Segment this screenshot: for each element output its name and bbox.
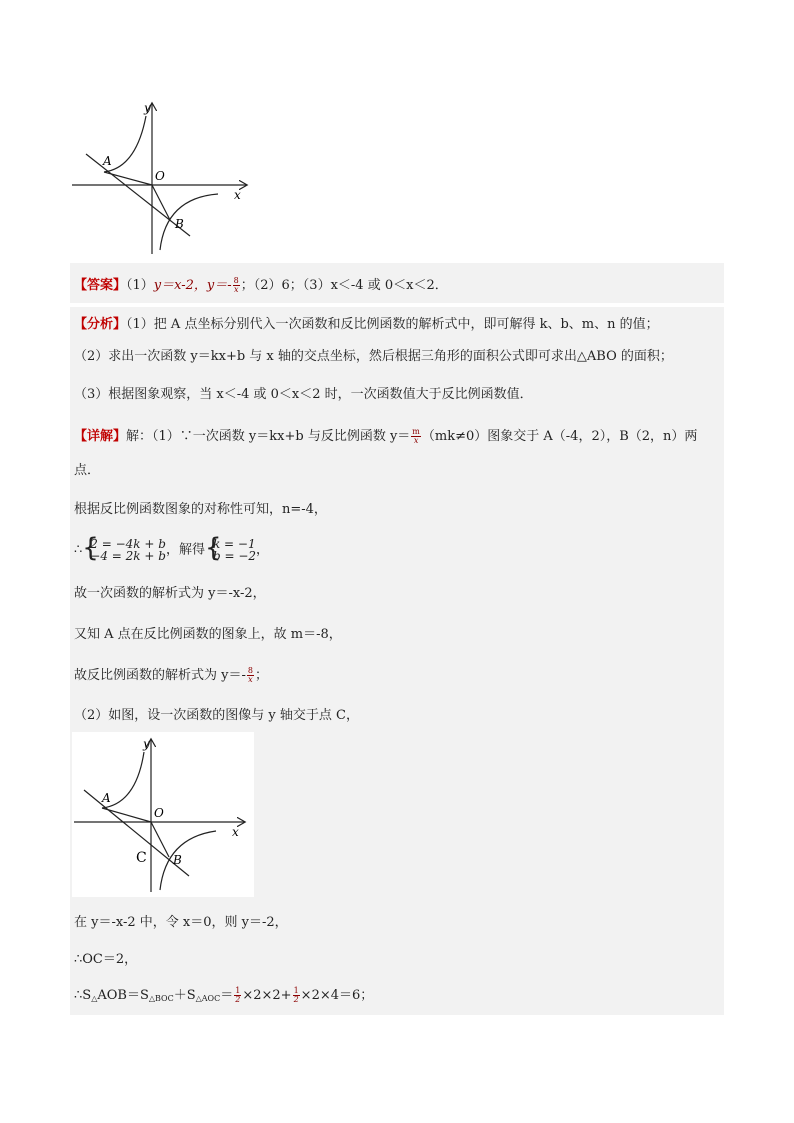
detail-text-6a: 故反比例函数的解析式为 y＝-	[74, 668, 246, 683]
fraction-one-half-2: $\frac{1}{2}$	[293, 986, 299, 1004]
point-b-label: B	[173, 853, 182, 867]
analysis-line-1	[74, 316, 659, 334]
area-formula-equals: ＝	[220, 988, 234, 1003]
detail-text-6b: ；	[254, 668, 268, 683]
analysis-text-3: （3）根据图象观察，当 x＜-4 或 0＜x＜2 时，一次函数值大于反比例函数值．	[74, 387, 533, 402]
point-c-label: C	[136, 850, 147, 866]
answer-fraction: $\frac{8}{x}$	[233, 276, 239, 294]
detail-text-2: 根据反比例函数图象的对称性可知，n=-4，	[74, 502, 327, 517]
analysis-text-2: （2）求出一次函数 y＝kx+b 与 x 轴的交点坐标，然后根据三角形的面积公式即可求出△ABO 的面积；	[74, 349, 673, 364]
area-subscript-1: △	[91, 994, 98, 1003]
detail-line-1	[74, 428, 697, 446]
analysis-line-3	[74, 386, 533, 404]
area-subscript-boc: △BOC	[148, 994, 174, 1003]
area-formula-term1: ×2×2+	[242, 988, 292, 1003]
detail-line-2	[74, 501, 327, 519]
solution-block	[70, 307, 724, 1015]
analysis-text-1: （1）把 A 点坐标分别代入一次函数和反比例函数的解析式中，即可解得 k、b、m、n 的值；	[126, 317, 659, 332]
point-a-label: A	[102, 791, 111, 805]
detail-text-1a: 解：（1）∵一次函数 y＝kx+b 与反比例函数 y＝	[126, 429, 411, 444]
point-a-label: A	[103, 154, 112, 168]
origin-label: O	[154, 806, 164, 820]
detail-text-4: 故一次函数的解析式为 y＝-x-2，	[74, 586, 266, 601]
detail-line-7	[74, 707, 359, 725]
area-formula-aob: AOB＝S	[97, 988, 149, 1003]
detail-text-1b: （mk≠0）图象交于 A（-4，2），B（2，n）两	[421, 429, 698, 444]
detail-line-10	[74, 987, 373, 1008]
analysis-line-2	[74, 348, 673, 366]
segment-a-o	[104, 172, 152, 185]
segment-a-o	[102, 808, 151, 822]
detail-text-7: （2）如图，设一次函数的图像与 y 轴交于点 C，	[74, 708, 359, 723]
x-axis-label: x	[232, 825, 239, 839]
origin-label: O	[155, 169, 165, 183]
answer-tag: 【答案】	[74, 278, 127, 293]
analysis-tag: 【分析】	[74, 317, 127, 332]
answer-part3: x＜-4 或 0＜x＜2．	[330, 278, 448, 293]
detail-line-3	[74, 538, 269, 562]
answer-line	[74, 277, 448, 295]
detail-line-4	[74, 585, 266, 603]
y-axis-label: y	[143, 737, 150, 751]
fraction-one-half-1: $\frac{1}{2}$	[235, 986, 241, 1004]
detail-line-9	[74, 951, 137, 969]
detail-line-5	[74, 626, 342, 644]
answer-formula: y＝x-2，y＝-	[153, 278, 232, 293]
equation-system-2: { k = −1 b = −2	[205, 538, 256, 562]
point-b-label: B	[175, 217, 184, 231]
figure-graph-2	[72, 732, 254, 897]
detail-text-8: 在 y＝-x-2 中，令 x＝0，则 y＝-2，	[74, 915, 288, 930]
detail-text-3-post: ，	[256, 542, 270, 558]
detail-line-1c	[74, 462, 100, 480]
equation-system-1: { 2 = −4k + b −4 = 2k + b	[82, 538, 166, 562]
detail-tag: 【详解】	[74, 429, 127, 444]
graph-2-svg	[72, 732, 254, 897]
answer-part2: ；（2）6；（3）	[240, 278, 331, 293]
segment-o-b	[152, 185, 170, 220]
hyperbola-branch-lower-right	[160, 831, 216, 890]
detail-fraction-8-over-x: $\frac{8}{x}$	[247, 666, 253, 684]
area-formula-term2: ×2×4＝6；	[300, 988, 374, 1003]
detail-text-9: ∴OC＝2，	[74, 952, 138, 967]
detail-text-3-pre: ∴	[74, 542, 83, 558]
hyperbola-branch-lower-right	[160, 194, 218, 250]
graph-1-svg	[66, 98, 256, 258]
x-axis-label: x	[234, 188, 241, 202]
detail-line-8	[74, 914, 288, 932]
detail-line-6	[74, 667, 268, 685]
y-axis-label: y	[144, 101, 151, 115]
area-formula-s: ∴S	[74, 988, 92, 1003]
detail-text-3-mid: ，解得	[165, 542, 205, 558]
area-subscript-aoc: △AOC	[195, 994, 221, 1003]
area-formula-plus: ＋S	[173, 988, 196, 1003]
detail-text-1c: 点．	[74, 463, 101, 478]
figure-graph-1	[66, 98, 256, 258]
answer-part1: （1）	[126, 278, 154, 293]
detail-fraction-m-over-x: $\frac{m}{x}$	[412, 427, 420, 445]
detail-text-5: 又知 A 点在反比例函数的图象上，故 m＝-8，	[74, 627, 342, 642]
